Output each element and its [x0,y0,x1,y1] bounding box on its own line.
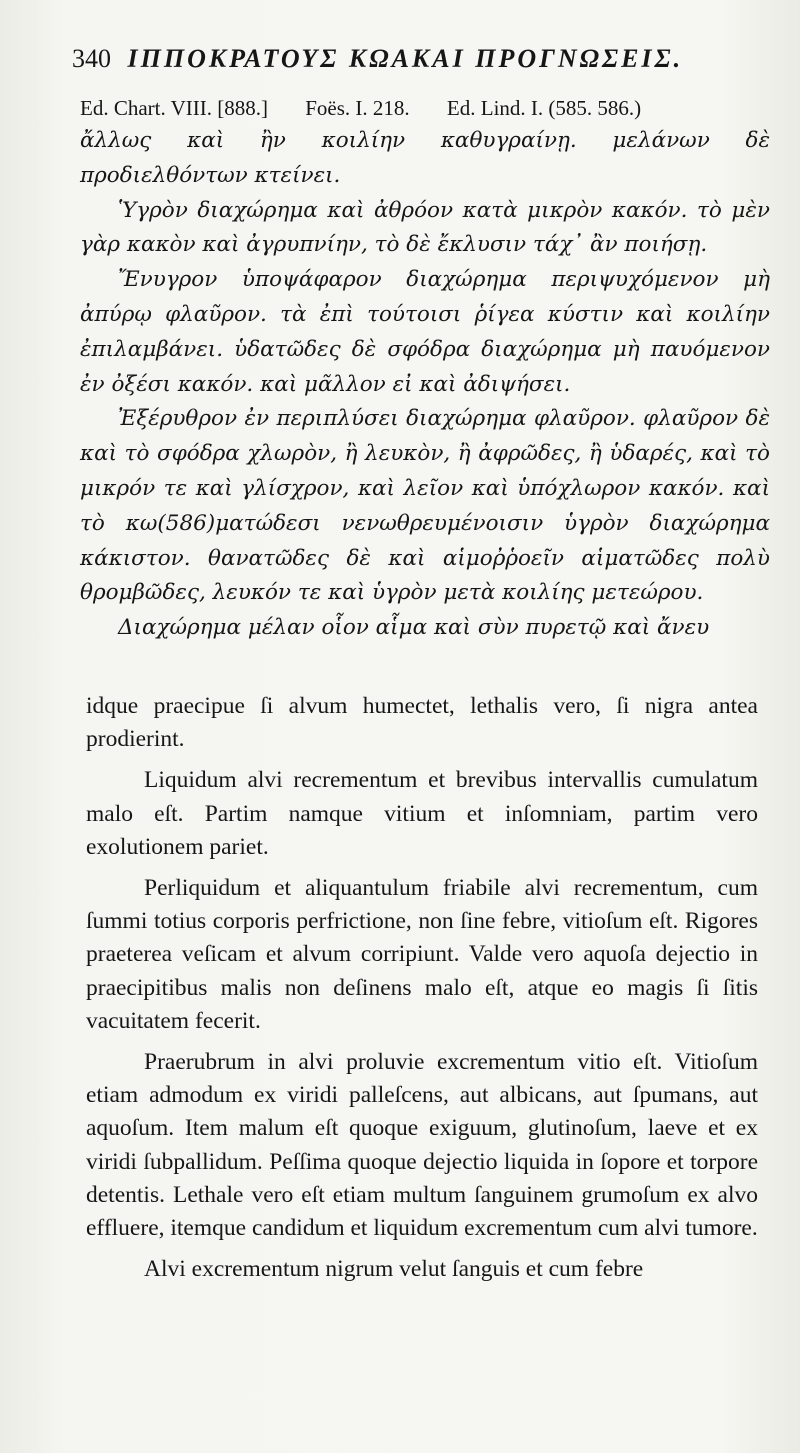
greek-paragraph: Διαχώρημα μέλαν οἷον αἷμα καὶ σὺν πυρετῷ καὶ ἄνευ [118,615,710,641]
greek-paragraph: ἄλλως καὶ ἢν κοιλίην καθυγραίνῃ. μελάνων δὲ προδιελθόντων κτείνει. [80,128,770,188]
greek-text-block [80,124,770,646]
page-number: 340 [72,44,111,73]
greek-paragraph: Ὑγρὸν διαχώρημα καὶ ἀθρόον κατὰ μικρὸν κακόν. τὸ μὲν γὰρ κακὸν καὶ ἀγρυπνίην, τὸ δὲ ἔκλυσιν τάχ᾽ ἂν ποιήσῃ. [80,197,770,258]
latin-paragraph: Liquidum alvi recrementum et brevibus intervallis cumulatum malo eſt. Partim namque vitium et inſomniam, partim vero exolutionem pariet. [86,767,758,860]
greek-paragraph: Ἔνυγρον ὑποψάφαρον διαχώρημα περιψυχόμενον μὴ ἀπύρῳ φλαῦρον. τὰ ἐπὶ τούτοισι ῥίγεα κύστιν καὶ κοιλίην ἐπιλαμβάνει. ὑδατῶδες δὲ σφόδρα διαχώρημα μὴ παυόμενον ἐν ὀξέσι κακόν. καὶ μᾶλλον εἰ καὶ ἀδιψήσει. [80,267,770,397]
latin-paragraph: Praerubrum in alvi proluvie excrementum vitio eſt. Vitioſum etiam admodum ex viridi palleſcens, aut albicans, aut ſpumans, aut aquoſum. Item malum eſt quoque exiguum, glutinoſum, laeve et ex viridi ſubpallidum. Peſſima quoque dejectio liquida in ſopore et torpore detentis. Lethale vero eſt etiam multum ſanguinem grumoſum ex alvo effluere, itemque candidum et liquidum excrementum cum alvi tumore. [86,1049,758,1242]
latin-text-block [86,690,758,1286]
edition-references [80,96,780,121]
latin-paragraph: idque praecipue ſi alvum humectet, lethalis vero, ſi nigra antea prodierint. [86,693,758,753]
latin-paragraph: Perliquidum et aliquantulum friabile alvi recrementum, cum ſummi totius corporis perfrictione, non ſine febre, vitioſum eſt. Rigores praeterea veſicam et alvum corripiunt. Valde vero aquoſa dejectio in praecipitibus malis non deſinens malo eſt, atque eo magis ſi ſitis vacuitatem fecerit. [86,875,758,1034]
ref-chartier: Ed. Chart. VIII. [888.] [80,96,268,120]
latin-paragraph: Alvi excrementum nigrum velut ſanguis et cum febre [144,1256,644,1283]
running-title: ΙΠΠΟΚΡΑΤΟΥΣ ΚΩΑΚΑΙ ΠΡΟΓΝΩΣΕΙΣ. [127,44,684,73]
greek-paragraph: Ἐξέρυθρον ἐν περιπλύσει διαχώρημα φλαῦρον. φλαῦρον δὲ καὶ τὸ σφόδρα χλωρὸν, ἢ λευκὸν, ἢ ἀφρῶδες, ἢ ὑδαρές, καὶ τὸ μικρόν τε καὶ γλίσχρον, καὶ λεῖον καὶ ὑπόχλωρον κακόν. καὶ τὸ κω(586)ματώδεσι νενωθρευμένοισιν ὑγρὸν διαχώρημα κάκιστον. θανατῶδες δὲ καὶ αἱμοῤῥοεῖν αἱματῶδες πολὺ θρομβῶδες, λευκόν τε καὶ ὑγρὸν μετὰ κοιλίης μετεώρου. [80,406,770,606]
ref-linden: Ed. Lind. I. (585. 586.) [446,96,642,120]
running-header [72,44,762,74]
ref-foes: Foës. I. 218. [305,96,410,120]
